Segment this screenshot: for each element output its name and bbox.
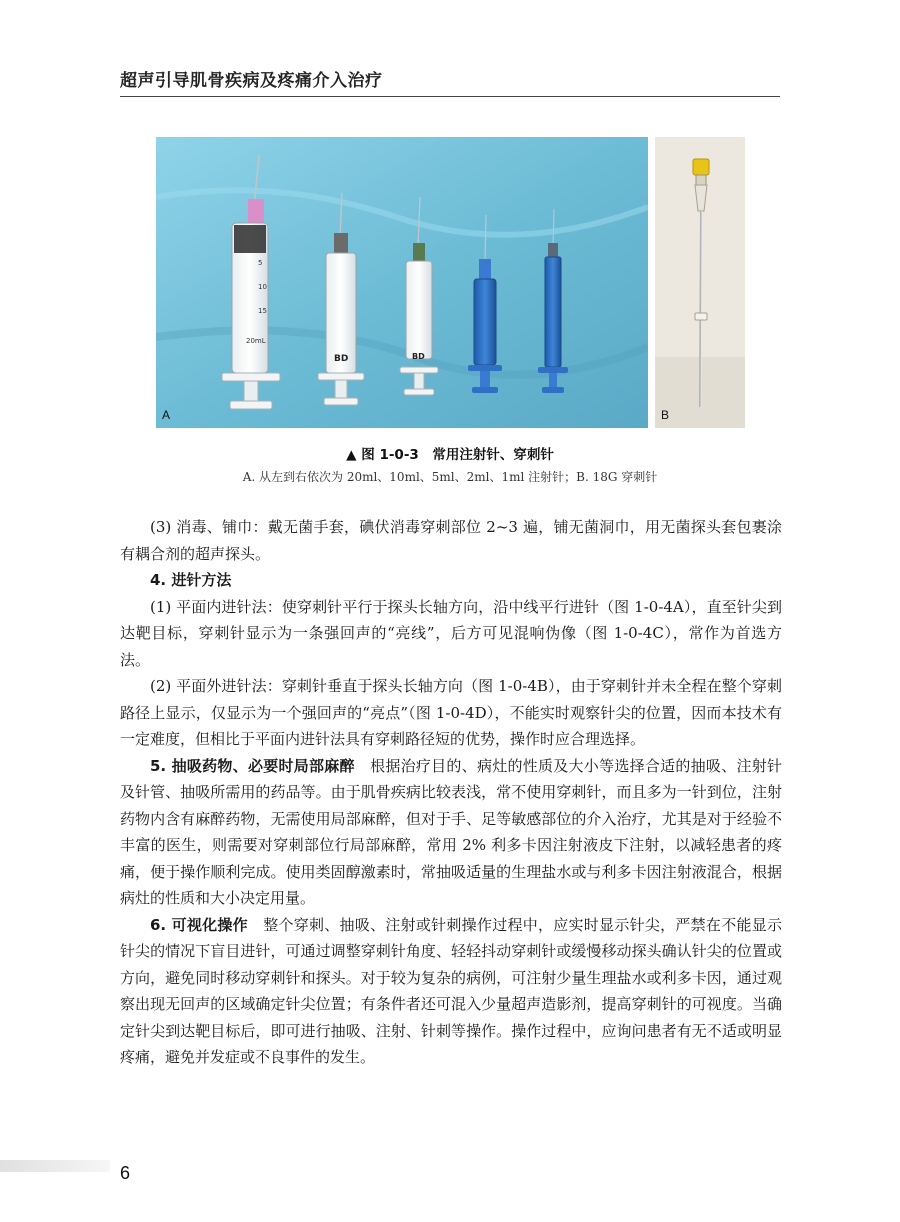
panel-a-label: A	[162, 408, 171, 422]
running-header: 超声引导肌骨疾病及疼痛介入治疗	[120, 71, 383, 91]
brand-label: BD	[412, 352, 425, 361]
paragraph-disinfection: (3) 消毒、铺巾：戴无菌手套，碘伏消毒穿刺部位 2~3 遍，铺无菌洞巾，用无菌探头套包裹涂有耦合剂的超声探头。	[120, 518, 782, 563]
needle-photo	[655, 137, 745, 428]
paragraph-out-of-plane: (2) 平面外进针法：穿刺针垂直于探头长轴方向（图 1-0-4B），由于穿刺针并未全程在整个穿刺路径上显示，仅显示为一个强回声的“亮点”（图 1-0-4D），不能实时观察针尖的位置，因而本技术有一定难度，但相比于平面内进针法具有穿刺路径短的优势，操作时应合理选择。	[120, 677, 782, 748]
syringe-mark: 15	[258, 307, 267, 315]
figure-panel-b-needle	[655, 137, 745, 428]
figure-panel-a-syringes	[156, 137, 648, 428]
paragraph-in-plane: (1) 平面内进针法：使穿刺针平行于探头长轴方向，沿中线平行进针（图 1-0-4A），直至针尖到达靶目标，穿刺针显示为一条强回声的“亮线”，后方可见混响伪像（图 1-0-4C），常作为首选方法。	[120, 597, 782, 669]
section-heading-needle-insertion: 4. 进针方法	[150, 571, 232, 589]
syringe-mark: 5	[258, 259, 263, 267]
paragraph-aspiration-text: 根据治疗目的、病灶的性质及大小等选择合适的抽吸、注射针及针管、抽吸所需用的药品等。由于肌骨疾病比较表浅，常不使用穿刺针，而且多为一针到位，注射药物内含有麻醉药物，无需使用局部麻醉，但对于手、足等敏感部位的介入治疗，尤其是对于经验不丰富的医生，则需要对穿刺部位行局部麻醉，常用 2% 利多卡因注射液皮下注射，以减轻患者的疼痛，便于操作顺利完成。使用类固醇激素时，常抽吸适量的生理盐水或与利多卡因注射液混合，根据病灶的性质和大小决定用量。	[120, 756, 782, 907]
figure-caption-subtitle: A. 从左到右依次为 20ml、10ml、5ml、2ml、1ml 注射针；B. 18G 穿刺针	[242, 470, 658, 484]
page-number: 6	[120, 1163, 131, 1183]
header-rule	[120, 96, 780, 97]
section-heading-aspiration: 5. 抽吸药物、必要时局部麻醉	[150, 756, 355, 775]
panel-b-label: B	[661, 408, 670, 422]
paragraph-visualization-text: 整个穿刺、抽吸、注射或针刺操作过程中，应实时显示针尖，严禁在不能显示针尖的情况下盲目进针，可通过调整穿刺针角度、轻轻抖动穿刺针或缓慢移动探头确认针尖的位置或方向，避免同时移动穿刺针和探头。对于较为复杂的病例，可注射少量生理盐水或利多卡因，通过观察出现无回声的区域确定针尖位置；有条件者还可混入少量超声造影剂，提高穿刺针的可视度。当确定针尖到达靶目标后，即可进行抽吸、注射、针刺等操作。操作过程中，应询问患者有无不适或明显疼痛，避免并发症或不良事件的发生。	[120, 915, 782, 1066]
brand-label: BD	[334, 354, 349, 364]
paragraph-aspiration	[120, 753, 782, 912]
paragraph-visualization	[120, 912, 782, 1071]
syringe-volume-label: 20mL	[246, 337, 266, 345]
syringes-photo	[156, 137, 648, 428]
footer-bar	[0, 1160, 110, 1172]
section-heading-visualization: 6. 可视化操作	[150, 915, 248, 934]
syringe-mark: 10	[258, 283, 267, 291]
body-text	[120, 514, 782, 1071]
figure-caption-title: ▲ 图 1-0-3 常用注射针、穿刺针	[346, 447, 554, 463]
